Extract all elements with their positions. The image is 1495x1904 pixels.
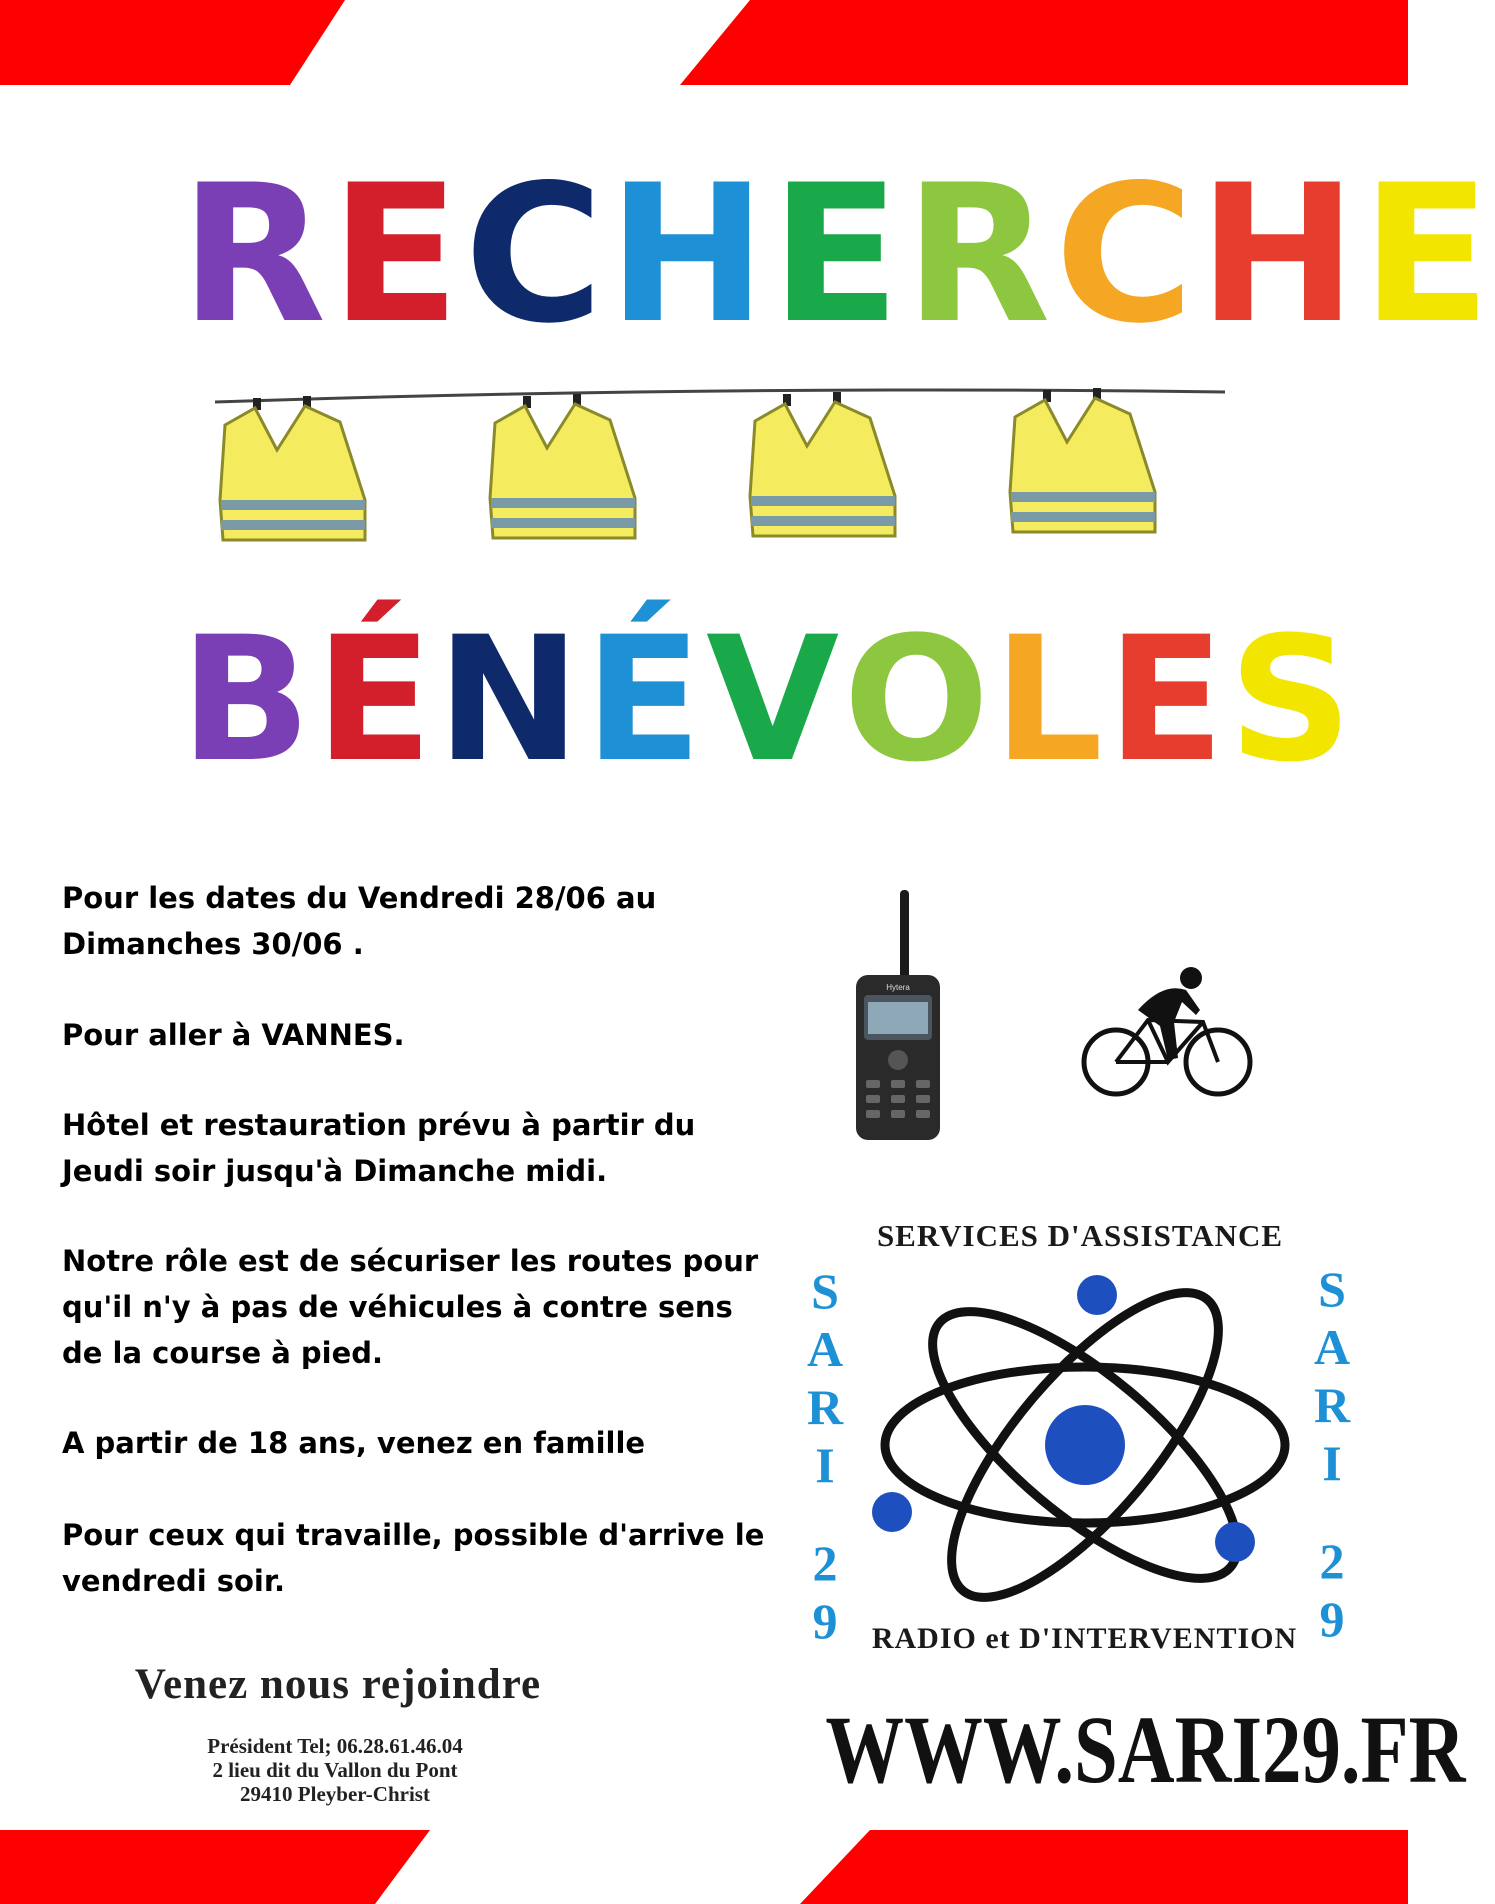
top-right-stripe <box>680 0 1408 90</box>
title-benevoles-letter: L <box>993 599 1108 800</box>
title-recherche-letter: H <box>1198 144 1362 365</box>
bottom-right-stripe <box>800 1830 1408 1904</box>
title-recherche <box>180 140 1495 370</box>
info-role: Notre rôle est de sécuriser les routes pour qu'il n'y à pas de véhicules à contre sens de la course à pied. <box>62 1244 759 1370</box>
bottom-left-stripe <box>0 1830 440 1904</box>
logo-side-letter: R <box>806 1379 844 1435</box>
title-benevoles-letter: B <box>180 599 316 800</box>
title-benevoles <box>180 585 1357 815</box>
logo-top-text: SERVICES D'ASSISTANCE <box>876 1218 1284 1253</box>
logo-bottom-text: RADIO et D'INTERVENTION <box>871 1622 1298 1655</box>
president-phone: Président Tel; 06.28.61.46.04 <box>207 1734 463 1758</box>
logo-side-letter: I <box>1322 1435 1342 1491</box>
logo-side-letter: 9 <box>812 1593 838 1649</box>
title-recherche-letter: E <box>770 144 905 365</box>
logo-side-letter: 9 <box>1319 1591 1345 1647</box>
logo-side-letter: A <box>806 1321 844 1377</box>
atom-icon <box>870 1280 1300 1620</box>
logo-side-letter: S <box>811 1263 839 1319</box>
title-benevoles-letter: V <box>706 599 844 800</box>
info-hotel: Hôtel et restauration prévu à partir du Jeudi soir jusqu'à Dimanche midi. <box>62 1108 696 1188</box>
title-recherche-letter: E <box>1361 144 1495 365</box>
info-workers: Pour ceux qui travaille, possible d'arrive le vendredi soir. <box>62 1518 765 1598</box>
yellow-safety-vests-icon <box>215 380 1225 560</box>
title-benevoles-letter: O <box>843 599 994 800</box>
title-benevoles-letter: É <box>584 599 707 800</box>
handheld-radio-icon <box>848 890 948 1140</box>
logo-side-letter: 2 <box>812 1535 838 1591</box>
title-recherche-letter: H <box>607 144 771 365</box>
title-recherche-letter: R <box>180 144 331 365</box>
logo-side-letter: S <box>1318 1261 1346 1317</box>
title-recherche-letter: R <box>904 144 1055 365</box>
top-left-stripe <box>0 0 360 90</box>
title-recherche-letter: E <box>330 144 465 365</box>
info-age: A partir de 18 ans, venez en famille <box>62 1426 646 1460</box>
title-benevoles-letter: E <box>1107 599 1229 800</box>
info-dates: Pour les dates du Vendredi 28/06 au Dimanches 30/06 . <box>62 881 657 961</box>
logo-side-letter: A <box>1313 1319 1351 1375</box>
website-link[interactable]: WWW.SARI29.FR <box>825 1696 1466 1803</box>
title-benevoles-letter: S <box>1228 599 1357 800</box>
address-line-2: 29410 Pleyber-Christ <box>240 1782 430 1806</box>
logo-side-letter: R <box>1313 1377 1351 1433</box>
radio-brand: Hytera <box>886 983 910 992</box>
cyclist-icon <box>1078 960 1258 1100</box>
logo-side-letter: I <box>815 1437 835 1493</box>
join-heading: Venez nous rejoindre <box>134 1661 542 1708</box>
logo-sari29-right <box>1302 1260 1362 1648</box>
title-recherche-letter: C <box>1054 144 1199 365</box>
title-recherche-letter: C <box>464 144 608 365</box>
logo-side-letter: 2 <box>1319 1533 1345 1589</box>
title-benevoles-letter: É <box>315 599 437 800</box>
address-line-1: 2 lieu dit du Vallon du Pont <box>212 1758 458 1782</box>
logo-sari29-left <box>795 1262 855 1650</box>
info-destination: Pour aller à VANNES. <box>62 1018 405 1052</box>
title-benevoles-letter: N <box>436 599 585 800</box>
